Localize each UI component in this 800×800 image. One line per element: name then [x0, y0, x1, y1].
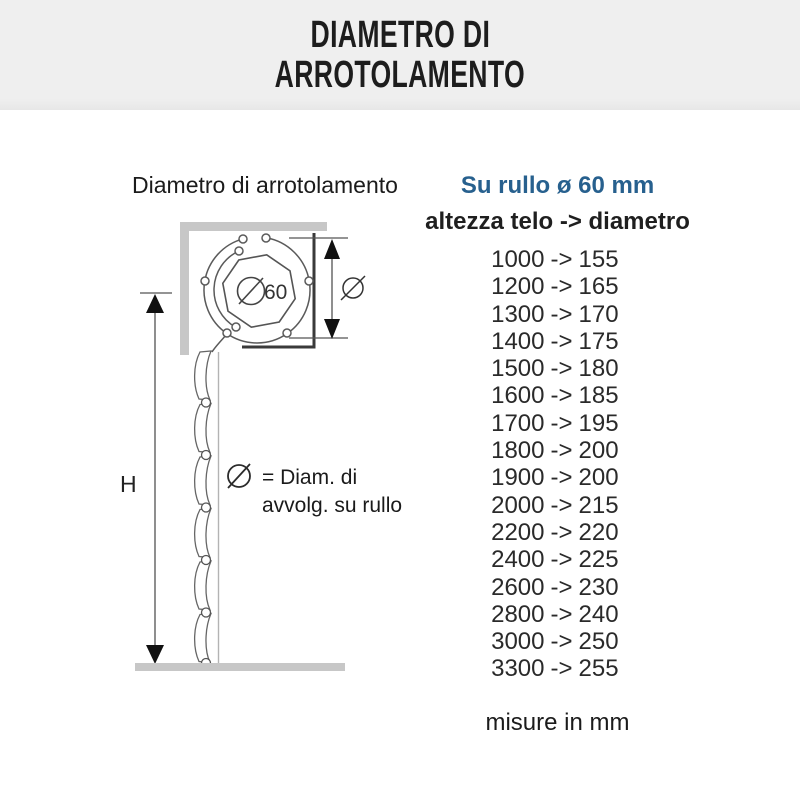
arrow-separator: -> [550, 573, 573, 601]
diameter-value: 200 [578, 437, 619, 465]
diameter-value: 175 [578, 327, 619, 355]
height-value: 1600 [491, 382, 545, 410]
diagram-title: Diametro di arrotolamento [132, 172, 398, 198]
diameter-value: 250 [578, 628, 619, 656]
height-value: 1500 [491, 355, 545, 383]
diameter-value: 155 [578, 246, 619, 273]
arrow-separator: -> [550, 382, 573, 410]
height-value: 1200 [491, 273, 545, 301]
height-value: 1900 [491, 464, 545, 492]
arrow-separator: -> [550, 273, 573, 301]
arrow-separator: -> [550, 655, 573, 683]
diameter-value: 185 [578, 382, 619, 410]
height-value: 2400 [491, 546, 545, 574]
arrow-separator: -> [550, 246, 573, 273]
legend-line2: avvolg. su rullo [262, 494, 403, 517]
roll-dimension-line [289, 238, 365, 339]
table-heading: Su rullo ø 60 mm [460, 172, 655, 199]
diameter-value: 170 [578, 300, 619, 328]
height-value: 1800 [491, 437, 545, 465]
arrow-separator: -> [550, 327, 573, 355]
table-row [420, 601, 695, 628]
size-table-panel [420, 172, 695, 737]
floor-line [135, 663, 345, 671]
arrow-separator: -> [550, 300, 573, 328]
height-value: 2200 [491, 518, 545, 546]
height-value: 1700 [491, 409, 545, 437]
table-row [420, 655, 695, 682]
curtain-slats [195, 351, 211, 668]
diameter-value: 230 [578, 573, 619, 601]
arrow-separator: -> [550, 464, 573, 492]
height-value: 2600 [491, 573, 545, 601]
table-row [420, 355, 695, 382]
height-value: 1400 [491, 327, 545, 355]
legend-line1: = Diam. di [262, 466, 358, 489]
height-value: 1000 [491, 246, 545, 273]
page-title-line1: DIAMETRO DI [310, 14, 490, 56]
arrow-separator: -> [550, 518, 573, 546]
table-row [420, 410, 695, 437]
diameter-value: 180 [578, 355, 619, 383]
table-row [420, 519, 695, 546]
diameter-value: 225 [578, 546, 619, 574]
arrow-separator: -> [550, 491, 573, 519]
height-value: 3000 [491, 628, 545, 656]
diameter-value: 240 [578, 600, 619, 628]
table-footer: misure in mm [485, 708, 630, 736]
height-value: 3300 [491, 655, 545, 683]
diameter-value: 200 [578, 464, 619, 492]
arrow-separator: -> [550, 546, 573, 574]
diameter-value: 220 [578, 518, 619, 546]
diameter-legend [228, 464, 402, 517]
arrow-separator: -> [550, 628, 573, 656]
arrow-separator: -> [550, 600, 573, 628]
tube-size-text: 60 [264, 281, 288, 304]
arrow-separator: -> [550, 355, 573, 383]
height-value: 1300 [491, 300, 545, 328]
diameter-icon [228, 464, 250, 488]
diameter-value: 165 [578, 273, 619, 301]
table-row [420, 382, 695, 409]
arrow-separator: -> [550, 409, 573, 437]
table-subheading: altezza telo -> diametro [425, 208, 690, 235]
table-row [420, 273, 695, 300]
diameter-value: 255 [578, 655, 619, 683]
table-row [420, 574, 695, 601]
table-row [420, 464, 695, 491]
table-row [420, 628, 695, 655]
height-value: 2800 [491, 600, 545, 628]
table-row [420, 301, 695, 328]
arrow-separator: -> [550, 437, 573, 465]
h-label: H [120, 471, 137, 497]
diameter-icon [341, 276, 365, 300]
diameter-value: 215 [578, 491, 619, 519]
height-value: 2000 [491, 491, 545, 519]
table-row [420, 328, 695, 355]
table-row [420, 437, 695, 464]
size-table [420, 246, 695, 683]
table-row [420, 246, 695, 273]
page-title-line2: ARROTOLAMENTO [274, 54, 526, 96]
table-row [420, 546, 695, 573]
diameter-value: 195 [578, 409, 619, 437]
table-row [420, 492, 695, 519]
h-dimension-line [120, 293, 172, 664]
